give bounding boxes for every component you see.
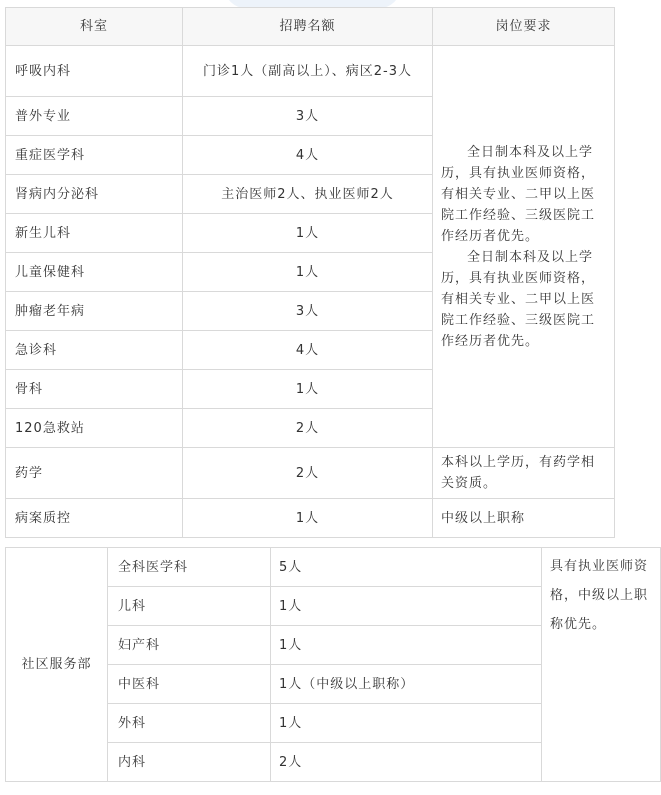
- dept-cell: 120急救站: [6, 409, 183, 448]
- dept-cell: 普外专业: [6, 97, 183, 136]
- quota-cell: 主治医师2人、执业医师2人: [183, 175, 433, 214]
- dept-cell: 全科医学科: [108, 548, 271, 587]
- dept-cell: 重症医学科: [6, 136, 183, 175]
- dept-cell: 骨科: [6, 370, 183, 409]
- community-group-cell: 社区服务部: [6, 548, 108, 782]
- table-row: [6, 46, 615, 97]
- table-row: [6, 448, 615, 499]
- quota-cell: 1人: [271, 626, 542, 665]
- recruitment-table: [5, 7, 615, 538]
- dept-cell: 急诊科: [6, 331, 183, 370]
- quota-cell: 1人: [271, 704, 542, 743]
- dept-cell: 新生儿科: [6, 214, 183, 253]
- requirements-cell-records: 中级以上职称: [433, 499, 615, 538]
- requirement-text: 全日制本科及以上学历，具有执业医师资格，有相关专业、二甲以上医院工作经验、三级医院工作经历者优先。: [441, 144, 596, 244]
- community-service-table: [5, 547, 661, 782]
- quota-cell: 1人: [183, 253, 433, 292]
- quota-cell: 3人: [183, 97, 433, 136]
- requirement-text: 具有执业医师资格，中级以上职称优先。: [550, 559, 649, 632]
- quota-cell: 1人: [183, 370, 433, 409]
- quota-cell: 1人（中级以上职称）: [271, 665, 542, 704]
- requirements-cell-pharmacy: 本科以上学历，有药学相关资质。: [433, 448, 615, 499]
- quota-cell: 2人: [183, 448, 433, 499]
- quota-cell: 3人: [183, 292, 433, 331]
- header-requirements: 岗位要求: [433, 8, 615, 46]
- community-requirements-cell: [542, 548, 661, 782]
- dept-cell: 肾病内分泌科: [6, 175, 183, 214]
- dept-cell: 肿瘤老年病: [6, 292, 183, 331]
- quota-cell: 1人: [271, 587, 542, 626]
- quota-cell: 2人: [271, 743, 542, 782]
- quota-cell: 1人: [183, 499, 433, 538]
- header-quota: 招聘名额: [183, 8, 433, 46]
- dept-cell: 药学: [6, 448, 183, 499]
- dept-cell: 病案质控: [6, 499, 183, 538]
- table-row: [6, 548, 661, 587]
- quota-cell: 4人: [183, 331, 433, 370]
- table-header-row: [6, 8, 615, 46]
- dept-cell: 中医科: [108, 665, 271, 704]
- dept-cell: 外科: [108, 704, 271, 743]
- dept-cell: 内科: [108, 743, 271, 782]
- requirement-text: 全日制本科及以上学历，具有执业医师资格，有相关专业、二甲以上医院工作经验、三级医院工作经历者优先。: [441, 249, 596, 349]
- dept-cell: 儿童保健科: [6, 253, 183, 292]
- requirements-cell-clinical: [433, 46, 615, 448]
- dept-cell: 妇产科: [108, 626, 271, 665]
- table-row: [6, 499, 615, 538]
- dept-cell: 儿科: [108, 587, 271, 626]
- dept-cell: 呼吸内科: [6, 46, 183, 97]
- quota-cell: 4人: [183, 136, 433, 175]
- header-department: 科室: [6, 8, 183, 46]
- quota-cell: 5人: [271, 548, 542, 587]
- quota-cell: 2人: [183, 409, 433, 448]
- quota-cell: 门诊1人（副高以上）、病区2-3人: [183, 46, 433, 97]
- quota-cell: 1人: [183, 214, 433, 253]
